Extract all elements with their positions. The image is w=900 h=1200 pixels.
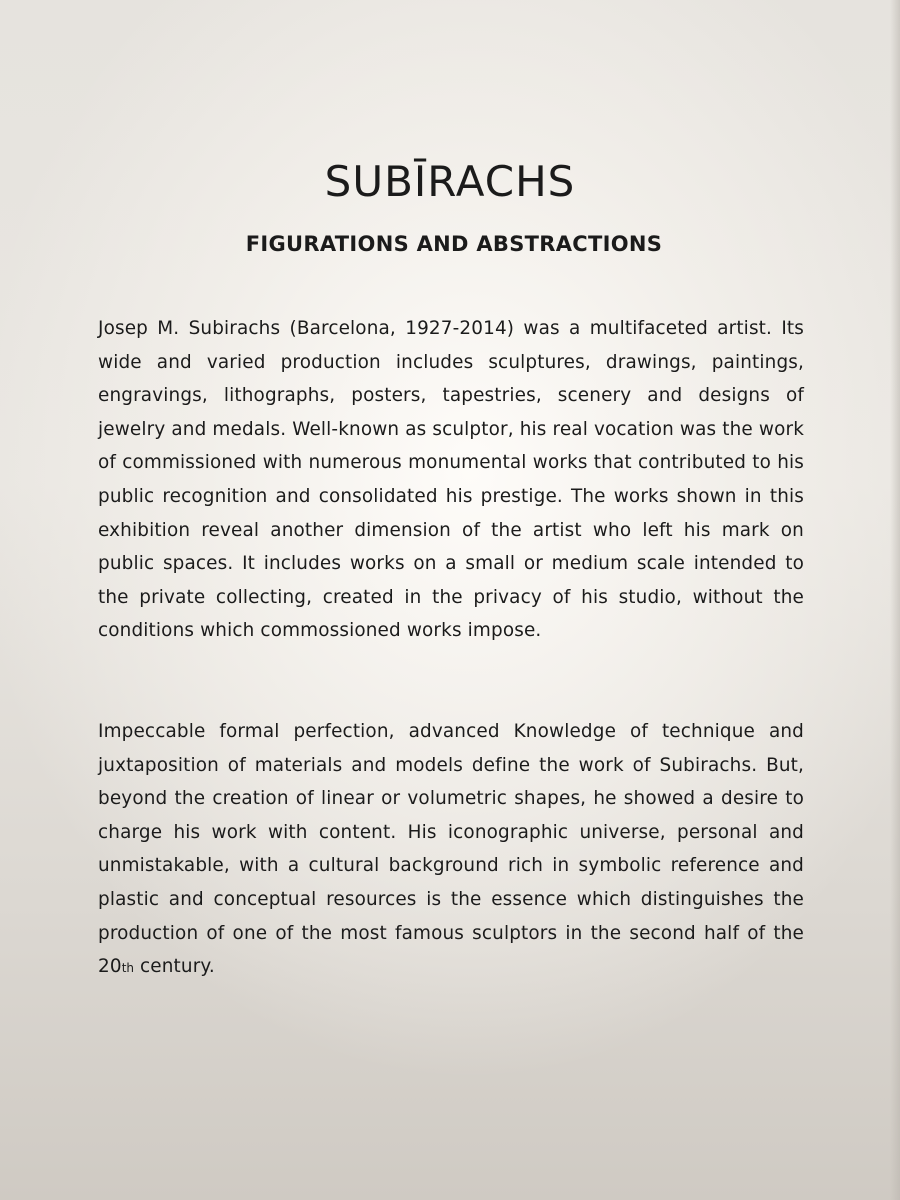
second-paragraph xyxy=(98,715,804,986)
second-paragraph-ending: century. xyxy=(134,956,215,978)
ordinal-suffix: th xyxy=(121,961,135,976)
exhibition-title: SUBĪRACHS xyxy=(324,157,576,206)
second-paragraph-text: Impeccable formal perfection, advanced Knowledge of technique and juxtaposition of materials and models define the work of Subirachs. But, beyond the creation of linear or volumetric shapes, he showed a desire to charge his work with content. His iconographic universe, personal and unmistakable, with a cultural background rich in symbolic reference and plastic and conceptual resources is the essence which distinguishes the production of one of the most famous sculptors in the second half of the 20 xyxy=(98,721,804,978)
exhibition-subtitle: FIGURATIONS AND ABSTRACTIONS xyxy=(245,232,663,256)
intro-paragraph: Josep M. Subirachs (Barcelona, 1927-2014) was a multifaceted artist. Its wide and varied production includes sculptures, drawings, paintings, engravings, lithographs, posters, tapestries, scenery and designs of jewelry and medals. Well-known as sculptor, his real vocation was the work of commissioned with numerous monumental works that contributed to his public recognition and consolidated his prestige. The works shown in this exhibition reveal another dimension of the artist who left his mark on public spaces. It includes works on a small or medium scale intended to the private collecting, created in the privacy of his studio, without the conditions which commossioned works impose. xyxy=(98,318,804,642)
